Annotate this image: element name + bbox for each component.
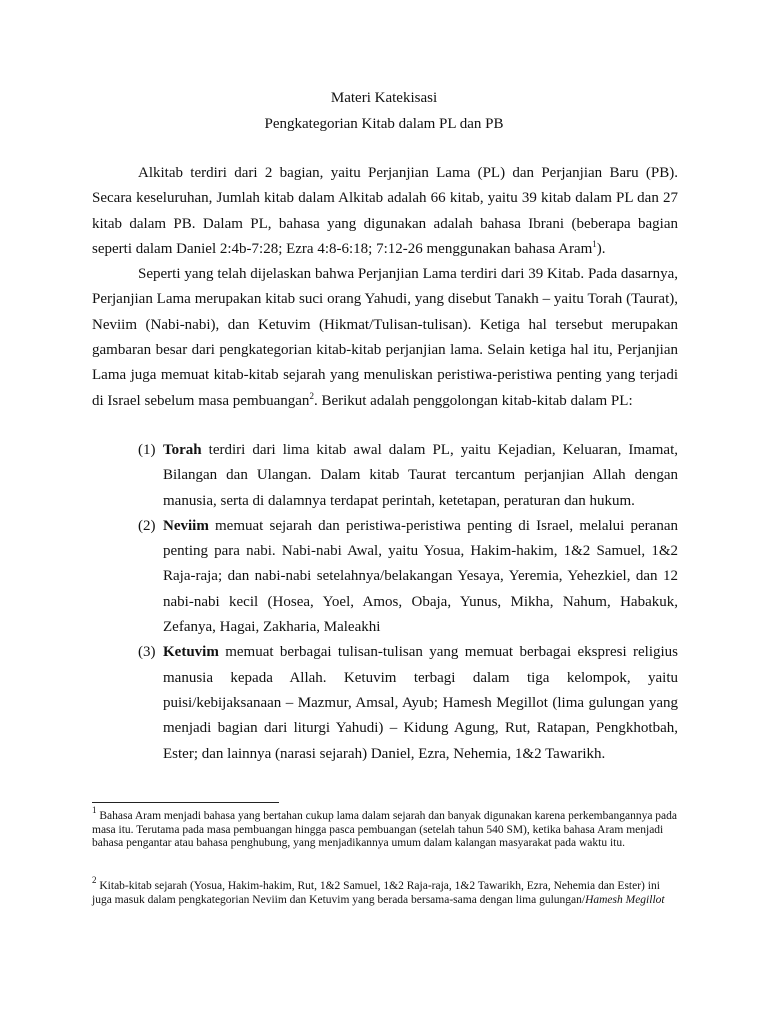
- document-title: Materi Katekisasi: [330, 90, 438, 106]
- list-text: terdiri dari lima kitab awal dalam PL, yaitu Kejadian, Keluaran, Imamat, Bilangan dan Ulangan. Dalam kitab Taurat tercantum perjanjian Allah dengan manusia, serta di dalamnya terdapat perintah, ketetapan, peraturan dan hukum.: [163, 442, 678, 509]
- footnote-text: Kitab-kitab sejarah (Yosua, Hakim-hakim, Rut, 1&2 Samuel, 1&2 Raja-raja, 1&2 Tawarikh, Ezra, Nehemia dan Ester) ini juga masuk dalam pengkategorian Neviim dan Ketuvim yang berada bersama-sama dengan lima gulungan/: [92, 880, 660, 906]
- list-term: Neviim: [163, 517, 209, 534]
- footnote-ref-1[interactable]: 1: [592, 238, 597, 249]
- list-number: (1): [138, 442, 156, 458]
- list-item-neviim: [138, 514, 678, 640]
- paragraph-1-text: Alkitab terdiri dari 2 bagian, yaitu Perjanjian Lama (PL) dan Perjanjian Baru (PB). Secara keseluruhan, Jumlah kitab dalam Alkitab adalah 66 kitab, yaitu 39 kitab dalam PL dan 27 kitab dalam PB. Dalam PL, bahasa yang digunakan adalah bahasa Ibrani (beberapa bagian seperti dalam Daniel 2:4b-7:28; Ezra 4:8-6:18; 7:12-26 menggunakan bahasa Aram: [92, 165, 678, 257]
- paragraph-2-text: Seperti yang telah dijelaskan bahwa Perjanjian Lama terdiri dari 39 Kitab. Pada dasarnya, Perjanjian Lama merupakan kitab suci orang Yahudi, yang disebut Tanakh – yaitu Torah (Taurat), Neviim (Nabi-nabi), dan Ketuvim (Hikmat/Tulisan-tulisan). Ketiga hal tersebut merupakan gambaran besar dari pengkategorian kitab-kitab perjanjian lama. Selain ketiga hal itu, Perjanjian Lama juga memuat kitab-kitab sejarah yang menuliskan peristiwa-peristiwa penting yang terjadi di Israel sebelum masa pembuangan: [92, 266, 678, 409]
- footnote-mark: 1: [92, 805, 97, 815]
- paragraph-1: [92, 161, 678, 262]
- list-term: Torah: [163, 442, 202, 458]
- footnote-ref-2[interactable]: 2: [309, 390, 314, 401]
- document-subtitle: Pengkategorian Kitab dalam PL dan PB: [264, 116, 504, 132]
- list-item-torah: [138, 438, 678, 514]
- paragraph-1-end: ).: [596, 240, 606, 257]
- footnote-1: [92, 805, 682, 851]
- list-number: (2): [138, 517, 156, 534]
- body-text: [92, 161, 678, 414]
- footnote-italic-text: Hamesh Megillot: [585, 893, 665, 906]
- list-item-ketuvim: [138, 640, 678, 766]
- footnote-mark: 2: [92, 875, 97, 885]
- paragraph-2-end: . Berikut adalah penggolongan kitab-kitab dalam PL:: [313, 392, 633, 409]
- list-text: memuat berbagai tulisan-tulisan yang memuat berbagai ekspresi religius manusia kepada Allah. Ketuvim terbagi dalam tiga kelompok, yaitu puisi/kebijaksanaan – Mazmur, Amsal, Ayub; Hamesh Megillot (lima gulungan yang menjadi bagian dari liturgi Yahudi) – Kidung Agung, Rut, Ratapan, Pengkhotbah, Ester; dan lainnya (narasi sejarah) Daniel, Ezra, Nehemia, 1&2 Tawarikh.: [163, 644, 678, 762]
- footnote-divider: [92, 802, 279, 803]
- list-text: memuat sejarah dan peristiwa-peristiwa penting di Israel, melalui peranan penting para nabi. Nabi-nabi Awal, yaitu Yosua, Hakim-hakim, 1&2 Samuel, 1&2 Raja-raja; dan nabi-nabi setelahnya/belakangan Yesaya, Yeremia, Yehezkiel, dan 12 nabi-nabi kecil (Hosea, Yoel, Amos, Obaja, Yunus, Mikha, Nahum, Habakuk, Zefanya, Hagai, Zakharia, Maleakhi: [163, 517, 678, 636]
- paragraph-2: [92, 262, 678, 414]
- list-number: (3): [138, 644, 156, 661]
- list-term: Ketuvim: [163, 644, 219, 661]
- category-list: [138, 438, 678, 767]
- footnote-2: [92, 875, 682, 907]
- footnote-text: Bahasa Aram menjadi bahasa yang bertahan cukup lama dalam sejarah dan banyak digunakan karena perkembangannya pada masa itu. Terutama pada masa pembuangan hingga pasca pembuangan (setelah tahun 540 SM), ketika bahasa Aram menjadi bahasa pengantar atau bahasa penghubung, yang menjadikannya umum dalam kalangan masyarakat pada waktu itu.: [92, 810, 678, 850]
